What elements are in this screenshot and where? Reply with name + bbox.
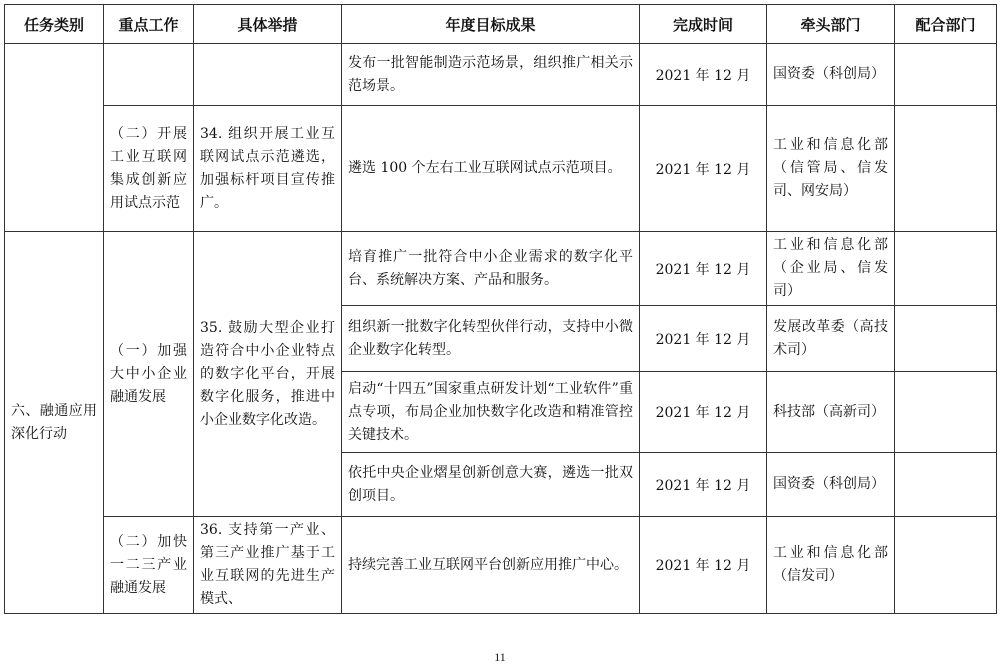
key-work-cell-empty	[104, 44, 194, 106]
lead-department-cell: 科技部（高新司）	[767, 372, 895, 453]
task-category-cell: 六、融通应用深化行动	[5, 232, 104, 614]
coop-department-cell	[895, 306, 997, 372]
header-completion-time: 完成时间	[640, 5, 767, 44]
lead-department-cell: 发展改革委（高技术司）	[767, 306, 895, 372]
coop-department-cell	[895, 453, 997, 517]
annual-goal-cell: 培育推广一批符合中小企业需求的数字化平台、系统解决方案、产品和服务。	[342, 232, 640, 306]
key-work-cell: （一）加强大中小企业融通发展	[104, 232, 194, 517]
lead-department-cell: 工业和信息化部（企业局、信发司）	[767, 232, 895, 306]
header-task-category: 任务类别	[5, 5, 104, 44]
coop-department-cell	[895, 372, 997, 453]
task-category-cell-empty	[5, 44, 104, 232]
policy-table	[4, 4, 997, 614]
measure-cell-empty	[194, 44, 342, 106]
completion-time-cell: 2021 年 12 月	[640, 453, 767, 517]
completion-time-cell: 2021 年 12 月	[640, 517, 767, 614]
annual-goal-cell: 发布一批智能制造示范场景，组织推广相关示范场景。	[342, 44, 640, 106]
header-annual-goals: 年度目标成果	[342, 5, 640, 44]
lead-department-cell: 工业和信息化部（信发司）	[767, 517, 895, 614]
table-row	[5, 517, 997, 614]
coop-department-cell	[895, 232, 997, 306]
table-row	[5, 232, 997, 306]
page-number: 11	[494, 650, 506, 664]
key-work-cell: （二）开展工业互联网集成创新应用试点示范	[104, 106, 194, 232]
measure-cell: 35. 鼓励大型企业打造符合中小企业特点的数字化平台，开展数字化服务，推进中小企业数字化改造。	[194, 232, 342, 517]
completion-time-cell: 2021 年 12 月	[640, 44, 767, 106]
completion-time-cell: 2021 年 12 月	[640, 372, 767, 453]
lead-department-cell: 国资委（科创局）	[767, 44, 895, 106]
completion-time-cell: 2021 年 12 月	[640, 306, 767, 372]
coop-department-cell	[895, 44, 997, 106]
annual-goal-cell: 组织新一批数字化转型伙伴行动，支持中小微企业数字化转型。	[342, 306, 640, 372]
header-specific-measures: 具体举措	[194, 5, 342, 44]
annual-goal-cell: 遴选 100 个左右工业互联网试点示范项目。	[342, 106, 640, 232]
measure-cell: 36. 支持第一产业、第三产业推广基于工业互联网的先进生产模式、	[194, 517, 342, 614]
table-row	[5, 106, 997, 232]
table-header-row	[5, 5, 997, 44]
lead-department-cell: 国资委（科创局）	[767, 453, 895, 517]
header-lead-department: 牵头部门	[767, 5, 895, 44]
header-key-work: 重点工作	[104, 5, 194, 44]
header-coop-department: 配合部门	[895, 5, 997, 44]
annual-goal-cell: 持续完善工业互联网平台创新应用推广中心。	[342, 517, 640, 614]
completion-time-cell: 2021 年 12 月	[640, 232, 767, 306]
key-work-cell: （二）加快一二三产业融通发展	[104, 517, 194, 614]
coop-department-cell	[895, 517, 997, 614]
coop-department-cell	[895, 106, 997, 232]
lead-department-cell: 工业和信息化部（信管局、信发司、网安局）	[767, 106, 895, 232]
annual-goal-cell: 依托中央企业熠星创新创意大赛，遴选一批双创项目。	[342, 453, 640, 517]
completion-time-cell: 2021 年 12 月	[640, 106, 767, 232]
table-row	[5, 44, 997, 106]
measure-cell: 34. 组织开展工业互联网试点示范遴选，加强标杆项目宣传推广。	[194, 106, 342, 232]
annual-goal-cell: 启动“十四五”国家重点研发计划“工业软件”重点专项，布局企业加快数字化改造和精准管控关键技术。	[342, 372, 640, 453]
